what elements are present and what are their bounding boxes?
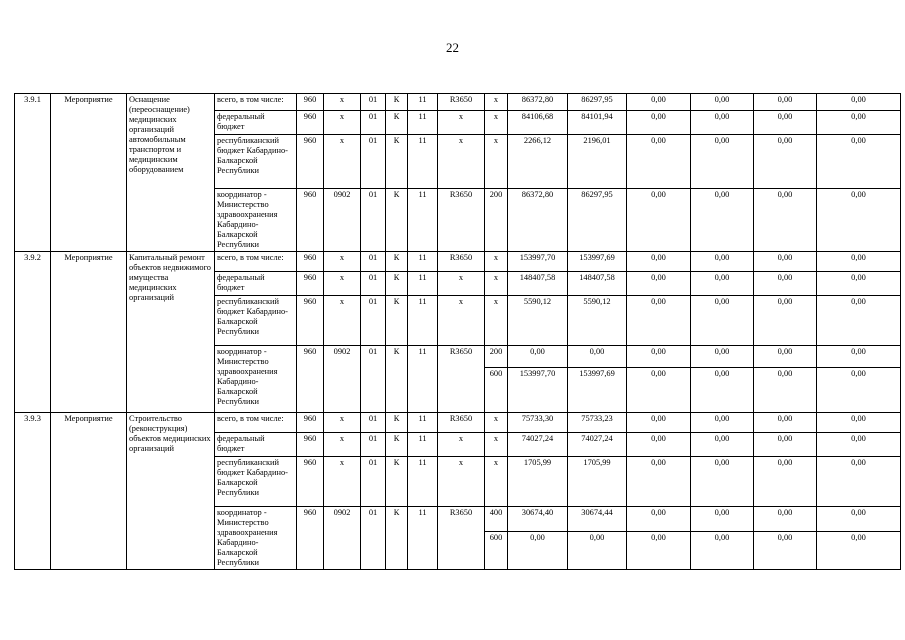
value-4: 0,00 [691,111,754,135]
value-1: 0,00 [508,532,568,570]
value-4: 0,00 [691,507,754,532]
value-2: 74027,24 [568,433,627,457]
value-5: 0,00 [754,532,817,570]
expense-type-code: x [485,433,508,457]
expense-type-code: x [485,457,508,507]
project-code: 11 [408,135,438,189]
value-5: 0,00 [754,272,817,296]
value-3: 0,00 [627,507,691,532]
subprogram-code: К [386,135,408,189]
value-1: 5590,12 [508,296,568,346]
direction-code: x [438,135,485,189]
project-code: 11 [408,346,438,413]
value-6: 0,00 [817,346,901,368]
program-code: 01 [361,94,386,111]
expense-type-code: 200 [485,346,508,368]
project-code: 11 [408,457,438,507]
value-2: 75733,23 [568,413,627,433]
value-4: 0,00 [691,135,754,189]
value-3: 0,00 [627,111,691,135]
grbs-code: 960 [297,457,324,507]
rzpr-code: 0902 [324,346,361,413]
value-3: 0,00 [627,532,691,570]
direction-code: x [438,457,485,507]
value-1: 30674,40 [508,507,568,532]
funding-source: координатор - Министерство здравоохранения Кабардино-Балкарской Республики [215,507,297,570]
project-code: 11 [408,413,438,433]
value-1: 0,00 [508,346,568,368]
value-1: 153997,70 [508,368,568,413]
table-row [15,94,901,111]
subprogram-code: К [386,272,408,296]
value-2: 0,00 [568,532,627,570]
value-6: 0,00 [817,252,901,272]
grbs-code: 960 [297,272,324,296]
funding-source: республиканский бюджет Кабардино-Балкарской Республики [215,296,297,346]
value-1: 84106,68 [508,111,568,135]
funding-source: федеральный бюджет [215,272,297,296]
expense-type-code: 200 [485,189,508,252]
direction-code: R3650 [438,507,485,570]
funding-source: координатор - Министерство здравоохранения Кабардино-Балкарской Республики [215,346,297,413]
value-2: 2196,01 [568,135,627,189]
program-code: 01 [361,433,386,457]
subprogram-code: К [386,507,408,570]
value-5: 0,00 [754,135,817,189]
grbs-code: 960 [297,296,324,346]
value-2: 148407,58 [568,272,627,296]
project-code: 11 [408,433,438,457]
project-code: 11 [408,189,438,252]
project-code: 11 [408,272,438,296]
value-3: 0,00 [627,433,691,457]
value-3: 0,00 [627,135,691,189]
project-code: 11 [408,94,438,111]
value-2: 86297,95 [568,94,627,111]
expense-type-code: x [485,413,508,433]
value-5: 0,00 [754,189,817,252]
value-2: 30674,44 [568,507,627,532]
value-1: 86372,80 [508,94,568,111]
program-code: 01 [361,135,386,189]
subprogram-code: К [386,346,408,413]
value-2: 86297,95 [568,189,627,252]
value-6: 0,00 [817,532,901,570]
expense-type-code: 600 [485,532,508,570]
value-5: 0,00 [754,368,817,413]
expense-type-code: x [485,94,508,111]
funding-source: федеральный бюджет [215,433,297,457]
value-5: 0,00 [754,413,817,433]
program-code: 01 [361,457,386,507]
rzpr-code: 0902 [324,189,361,252]
value-5: 0,00 [754,346,817,368]
measure-id: 3.9.2 [15,252,51,413]
grbs-code: 960 [297,189,324,252]
expense-type-code: 600 [485,368,508,413]
project-code: 11 [408,507,438,570]
project-code: 11 [408,111,438,135]
subprogram-code: К [386,189,408,252]
value-6: 0,00 [817,433,901,457]
subprogram-code: К [386,94,408,111]
funding-source: всего, в том числе: [215,94,297,111]
value-4: 0,00 [691,368,754,413]
funding-source: республиканский бюджет Кабардино-Балкарской Республики [215,457,297,507]
direction-code: R3650 [438,346,485,413]
page-number: 22 [446,40,459,55]
value-3: 0,00 [627,296,691,346]
measure-type: Мероприятие [51,252,127,413]
value-5: 0,00 [754,94,817,111]
program-code: 01 [361,272,386,296]
program-code: 01 [361,252,386,272]
value-6: 0,00 [817,94,901,111]
direction-code: x [438,272,485,296]
table-row [15,252,901,272]
value-6: 0,00 [817,368,901,413]
funding-source: федеральный бюджет [215,111,297,135]
expense-type-code: x [485,111,508,135]
value-4: 0,00 [691,413,754,433]
subprogram-code: К [386,252,408,272]
rzpr-code: x [324,135,361,189]
rzpr-code: x [324,413,361,433]
grbs-code: 960 [297,433,324,457]
grbs-code: 960 [297,413,324,433]
funding-source: всего, в том числе: [215,413,297,433]
value-3: 0,00 [627,272,691,296]
direction-code: R3650 [438,252,485,272]
measure-id: 3.9.1 [15,94,51,252]
value-6: 0,00 [817,272,901,296]
expense-type-code: x [485,135,508,189]
program-code: 01 [361,296,386,346]
value-5: 0,00 [754,252,817,272]
value-1: 74027,24 [508,433,568,457]
value-1: 148407,58 [508,272,568,296]
value-2: 1705,99 [568,457,627,507]
project-code: 11 [408,296,438,346]
value-4: 0,00 [691,296,754,346]
value-4: 0,00 [691,346,754,368]
measure-name: Оснащение (переоснащение) медицинских организаций автомобильным транспортом и медицинским оборудованием [127,94,215,252]
expense-type-code: x [485,272,508,296]
measure-name: Капитальный ремонт объектов недвижимого имущества медицинских организаций [127,252,215,413]
value-6: 0,00 [817,507,901,532]
value-6: 0,00 [817,296,901,346]
value-5: 0,00 [754,111,817,135]
subprogram-code: К [386,433,408,457]
value-3: 0,00 [627,189,691,252]
program-code: 01 [361,111,386,135]
direction-code: x [438,433,485,457]
project-code: 11 [408,252,438,272]
value-3: 0,00 [627,94,691,111]
subprogram-code: К [386,111,408,135]
value-1: 2266,12 [508,135,568,189]
program-code: 01 [361,413,386,433]
rzpr-code: x [324,457,361,507]
value-5: 0,00 [754,296,817,346]
grbs-code: 960 [297,346,324,413]
grbs-code: 960 [297,135,324,189]
value-1: 75733,30 [508,413,568,433]
table-row [15,413,901,433]
program-code: 01 [361,346,386,413]
value-5: 0,00 [754,507,817,532]
program-code: 01 [361,189,386,252]
rzpr-code: x [324,111,361,135]
grbs-code: 960 [297,111,324,135]
value-1: 86372,80 [508,189,568,252]
expense-type-code: x [485,252,508,272]
value-3: 0,00 [627,413,691,433]
value-4: 0,00 [691,532,754,570]
value-3: 0,00 [627,368,691,413]
rzpr-code: x [324,296,361,346]
value-3: 0,00 [627,346,691,368]
direction-code: R3650 [438,189,485,252]
value-2: 0,00 [568,346,627,368]
value-4: 0,00 [691,94,754,111]
value-1: 153997,70 [508,252,568,272]
rzpr-code: x [324,94,361,111]
value-4: 0,00 [691,272,754,296]
value-2: 153997,69 [568,252,627,272]
value-5: 0,00 [754,457,817,507]
measure-type: Мероприятие [51,413,127,570]
value-6: 0,00 [817,111,901,135]
value-4: 0,00 [691,252,754,272]
direction-code: R3650 [438,94,485,111]
value-2: 153997,69 [568,368,627,413]
subprogram-code: К [386,296,408,346]
value-1: 1705,99 [508,457,568,507]
measure-type: Мероприятие [51,94,127,252]
value-4: 0,00 [691,189,754,252]
value-2: 84101,94 [568,111,627,135]
direction-code: x [438,111,485,135]
direction-code: x [438,296,485,346]
funding-source: всего, в том числе: [215,252,297,272]
measure-id: 3.9.3 [15,413,51,570]
value-4: 0,00 [691,433,754,457]
subprogram-code: К [386,413,408,433]
rzpr-code: x [324,272,361,296]
grbs-code: 960 [297,507,324,570]
value-6: 0,00 [817,457,901,507]
program-code: 01 [361,507,386,570]
funding-source: координатор - Министерство здравоохранения Кабардино-Балкарской Республики [215,189,297,252]
value-5: 0,00 [754,433,817,457]
expense-type-code: 400 [485,507,508,532]
direction-code: R3650 [438,413,485,433]
budget-table [14,93,901,570]
rzpr-code: x [324,433,361,457]
value-3: 0,00 [627,252,691,272]
subprogram-code: К [386,457,408,507]
rzpr-code: x [324,252,361,272]
value-6: 0,00 [817,135,901,189]
rzpr-code: 0902 [324,507,361,570]
value-6: 0,00 [817,413,901,433]
value-2: 5590,12 [568,296,627,346]
grbs-code: 960 [297,94,324,111]
expense-type-code: x [485,296,508,346]
value-6: 0,00 [817,189,901,252]
funding-source: республиканский бюджет Кабардино-Балкарской Республики [215,135,297,189]
measure-name: Строительство (реконструкция) объектов медицинских организаций [127,413,215,570]
value-3: 0,00 [627,457,691,507]
grbs-code: 960 [297,252,324,272]
value-4: 0,00 [691,457,754,507]
